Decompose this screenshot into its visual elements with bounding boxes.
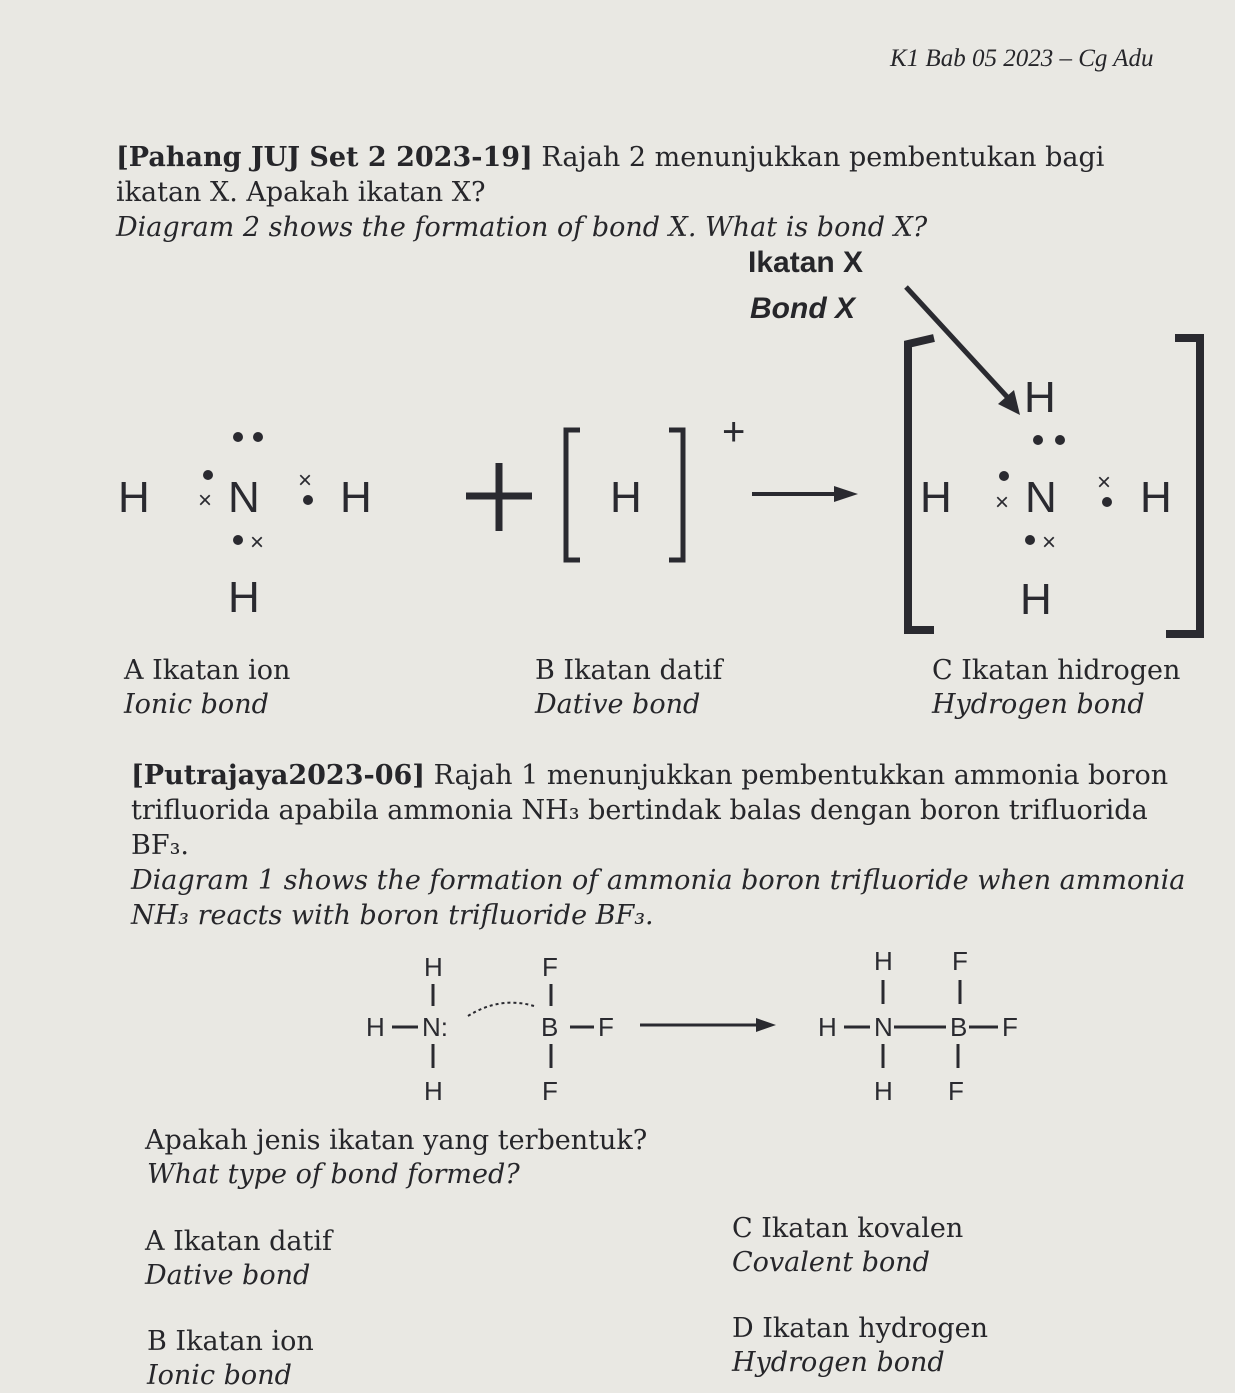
q2-option-d-english: Hydrogen bond (732, 1347, 945, 1378)
q1-option-a-malay: A Ikatan ion (124, 655, 291, 686)
cross-5: × (1097, 469, 1112, 496)
bf3-f-right: F (598, 1012, 614, 1042)
atom-h-right-product: H (1140, 473, 1172, 522)
product-f-top: F (952, 946, 968, 976)
cross-2: × (298, 467, 313, 494)
q1-option-b[interactable] (535, 654, 722, 722)
nh3-h-left: H (366, 1012, 385, 1042)
nh3-h-top: H (424, 952, 443, 982)
dative-bond-diagram (0, 0, 1235, 660)
reaction-arrow-2 (640, 1018, 776, 1032)
q2-option-b[interactable] (147, 1325, 314, 1393)
q2-option-d-malay: D Ikatan hydrogen (732, 1313, 989, 1344)
q1-option-b-malay: B Ikatan datif (535, 655, 723, 686)
atom-n-product: N (1025, 473, 1057, 522)
ammonium-ion (920, 373, 1172, 624)
atom-h-bottom-product: H (1020, 575, 1052, 624)
q2-option-c-english: Covalent bond (732, 1247, 930, 1278)
product-h-top: H (874, 946, 893, 976)
question-2-prompt-malay: Apakah jenis ikatan yang terbentuk? (145, 1125, 648, 1156)
bond-x-arrow (906, 287, 1020, 415)
cross-4: × (995, 489, 1010, 516)
product-n: N (874, 1012, 893, 1042)
hydrogen-ion: H (610, 473, 642, 522)
q1-option-a[interactable] (124, 654, 290, 722)
ammonia-molecule (118, 473, 372, 622)
positive-charge: + (722, 410, 746, 454)
ammonia-boron-trifluoride-diagram (0, 930, 1235, 1120)
bf3-b: B (541, 1012, 559, 1042)
atom-n: N (228, 473, 260, 522)
product-f-right: F (1002, 1012, 1018, 1042)
q2-option-d[interactable] (732, 1312, 988, 1380)
bond-x-label-malay: Ikatan X (748, 246, 864, 279)
question-1-english: Diagram 2 shows the formation of bond X. What is bond X? (116, 212, 928, 243)
cross-1: × (198, 487, 213, 514)
question-1-malay-line2: ikatan X. Apakah ikatan X? (116, 177, 486, 208)
q2-option-a-english: Dative bond (145, 1260, 311, 1291)
cross-3: × (250, 529, 265, 556)
bf3-f-top: F (542, 952, 558, 982)
q1-option-c-malay: C Ikatan hidrogen (932, 655, 1181, 686)
question-2-prompt-english: What type of bond formed? (147, 1159, 520, 1190)
nh3-n: N: (422, 1012, 448, 1042)
question-1-malay-line1: Rajah 2 menunjukkan pembentukan bagi (541, 142, 1105, 173)
question-2-english-line1: Diagram 1 shows the formation of ammonia boron trifluoride when ammonia (131, 865, 1186, 896)
atom-h-top-product: H (1024, 373, 1056, 422)
q1-option-a-english: Ionic bond (124, 689, 269, 720)
question-2-malay-text: Rajah 1 menunjukkan pembentukkan ammonia boron (433, 760, 1169, 791)
page-header: K1 Bab 05 2023 – Cg Adu (890, 45, 1154, 72)
atom-h-left-product: H (920, 473, 952, 522)
product-bonds (844, 980, 998, 1068)
reactants (366, 952, 614, 1106)
atom-h-bottom: H (228, 573, 260, 622)
q2-option-a-malay: A Ikatan datif (145, 1226, 332, 1257)
nh3-h-bottom: H (424, 1076, 443, 1106)
bf3-f-bottom: F (542, 1076, 558, 1106)
q1-option-c-english: Hydrogen bond (932, 689, 1145, 720)
reaction-arrow-1 (752, 486, 858, 502)
cross-6: × (1042, 529, 1057, 556)
q1-option-b-english: Dative bond (535, 689, 701, 720)
plus-sign (466, 463, 532, 531)
product-h-bottom: H (874, 1076, 893, 1106)
question-2-malay-line2: trifluorida apabila ammonia NH₃ bertindak balas dengan boron trifluorida (131, 795, 1148, 826)
atom-h-right: H (340, 473, 372, 522)
atom-h-left: H (118, 473, 150, 522)
question-2-english-line2: NH₃ reacts with boron trifluoride BF₃. (131, 900, 654, 931)
question-1-tag: [Pahang JUJ Set 2 2023-19] (116, 142, 533, 173)
q2-option-b-malay: B Ikatan ion (147, 1326, 314, 1357)
q2-option-c-malay: C Ikatan kovalen (732, 1213, 964, 1244)
question-2-tag: [Putrajaya2023-06] (131, 760, 426, 791)
question-2-malay-line1 (131, 758, 1231, 793)
question-2-malay-line3: BF₃. (131, 830, 189, 861)
product-h-left: H (818, 1012, 837, 1042)
product-f-bottom: F (948, 1076, 964, 1106)
q2-option-c[interactable] (732, 1212, 963, 1280)
product-b: B (950, 1012, 968, 1042)
dative-electron-arrow (468, 1003, 534, 1016)
q1-option-c[interactable] (932, 654, 1180, 722)
bond-x-label-english: Bond X (750, 292, 855, 325)
q2-option-a[interactable] (145, 1225, 332, 1293)
q2-option-b-english: Ionic bond (147, 1360, 292, 1391)
